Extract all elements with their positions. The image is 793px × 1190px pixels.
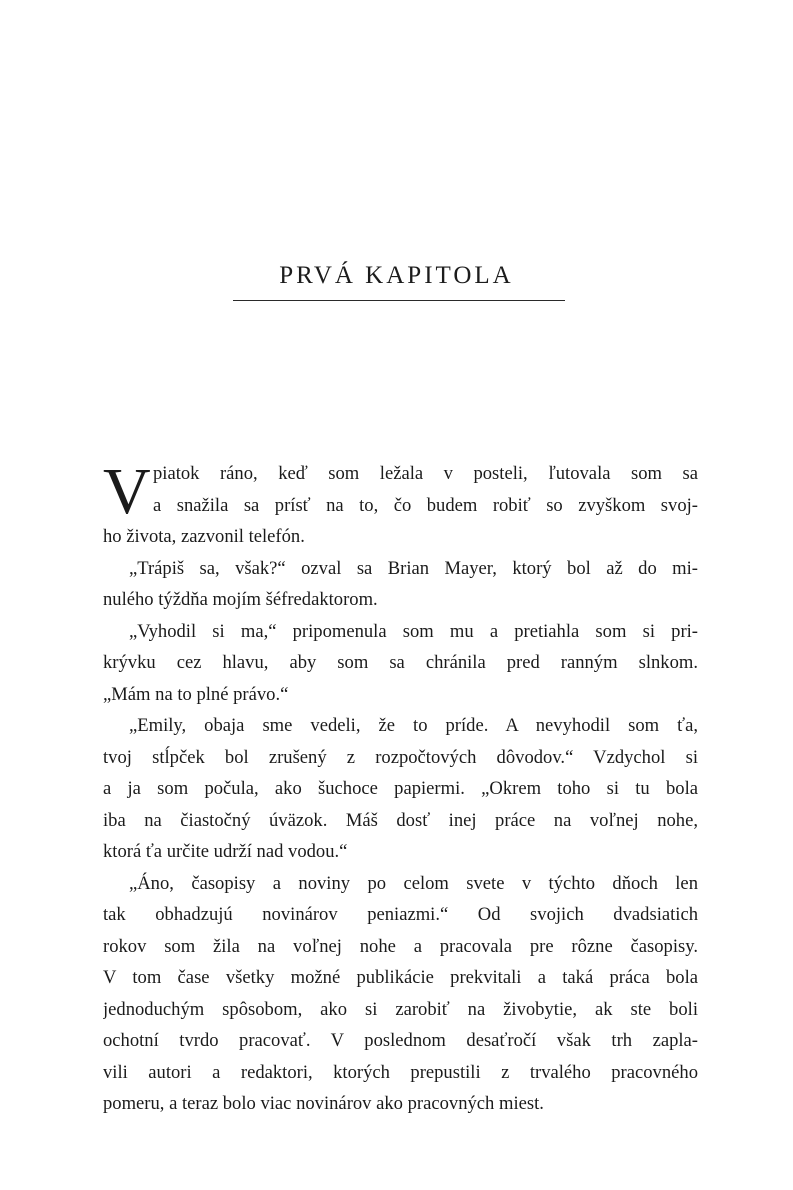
text-line: „Mám na to plné právo.“ [103, 683, 289, 705]
text-line: tvoj stĺpček bol zrušený z rozpočtových dôvodov.“ Vzdychol si [103, 746, 698, 768]
text-line: V tom čase všetky možné publikácie prekvitali a taká práca bola [103, 967, 698, 988]
drop-cap: V [103, 455, 151, 528]
text-line: krývku cez hlavu, aby som sa chránila pred ranným slnkom. [103, 652, 698, 673]
text-line: ochotní tvrdo pracovať. V poslednom desaťročí však trh zapla- [103, 1030, 698, 1051]
text-line: vili autori a redaktori, ktorých prepustili z trvalého pracovného [103, 1061, 698, 1083]
text-line: nulého týždňa mojím šéfredaktorom. [103, 589, 378, 610]
text-line: „Trápiš sa, však?“ ozval sa Brian Mayer, ktorý bol až do mi- [129, 557, 698, 579]
text-line: „Emily, obaja sme vedeli, že to príde. A nevyhodil som ťa, [129, 715, 698, 736]
chapter-title-rule [233, 300, 565, 301]
text-line: „Vyhodil si ma,“ pripomenula som mu a pretiahla som si pri- [129, 620, 698, 642]
text-line: a ja som počula, ako šuchoce papiermi. „Okrem toho si tu bola [103, 778, 698, 799]
text-line: „Áno, časopisy a noviny po celom svete v týchto dňoch len [129, 872, 698, 894]
text-line: jednoduchým spôsobom, ako si zarobiť na živobytie, ak ste boli [103, 998, 698, 1020]
text-line: iba na čiastočný úväzok. Máš dosť inej práce na voľnej nohe, [103, 809, 698, 831]
text-line: pomeru, a teraz bolo viac novinárov ako pracovných miest. [103, 1093, 544, 1114]
text-line: piatok ráno, keď som ležala v posteli, ľutovala som sa [153, 463, 698, 484]
text-line: tak obhadzujú novinárov peniazmi.“ Od svojich dvadsiatich [103, 904, 698, 925]
chapter-body [103, 455, 698, 1120]
text-line: rokov som žila na voľnej nohe a pracovala pre rôzne časopisy. [103, 935, 698, 957]
text-line: ho života, zazvonil telefón. [103, 526, 305, 547]
text-line: a snažila sa prísť na to, čo budem robiť so zvyškom svoj- [153, 494, 698, 516]
text-line: ktorá ťa určite udrží nad vodou.“ [103, 841, 348, 862]
chapter-title: PRVÁ KAPITOLA [279, 262, 514, 289]
